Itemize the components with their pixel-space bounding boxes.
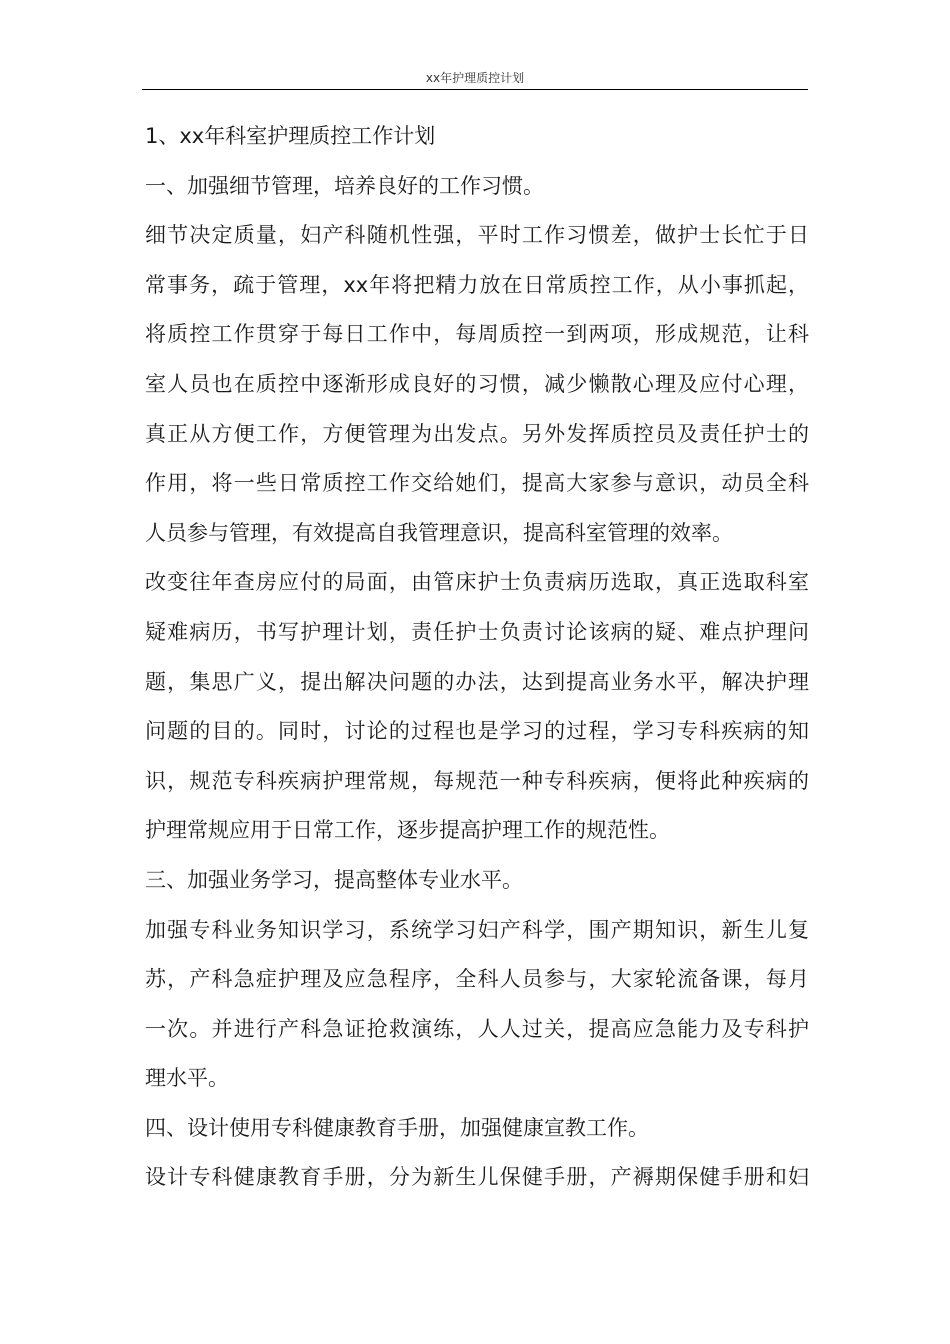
document-body <box>145 112 809 1203</box>
text-line: 三、加强业务学习，提高整体专业水平。 <box>145 867 523 892</box>
text-line: 识，规范专科疾病护理常规，每规范一种专科疾病，便将此种疾病的 <box>145 768 809 793</box>
text-line: 1、xx年科室护理质控工作计划 <box>145 124 436 148</box>
page-header <box>142 70 808 90</box>
text-line: 问题的目的。同时，讨论的过程也是学习的过程，学习专科疾病的知 <box>145 719 809 744</box>
text-line: 一次。并进行产科急证抢救演练，人人过关，提高应急能力及专科护 <box>145 1016 809 1041</box>
text-line: 设计专科健康教育手册，分为新生儿保健手册，产褥期保健手册和妇 <box>145 1165 809 1190</box>
text-line: 将质控工作贯穿于每日工作中，每周质控一到两项，形成规范，让科 <box>145 322 809 347</box>
text-line: 细节决定质量，妇产科随机性强，平时工作习惯差，做护士长忙于日 <box>145 223 809 248</box>
text-line: 改变往年查房应付的局面，由管床护士负责病历选取，真正选取科室 <box>145 570 809 595</box>
text-line: 苏，产科急症护理及应急程序，全科人员参与，大家轮流备课，每月 <box>145 967 809 992</box>
text-line: 题，集思广义，提出解决问题的办法，达到提高业务水平，解决护理 <box>145 669 809 694</box>
text-line: 疑难病历，书写护理计划，责任护士负责讨论该病的疑、难点护理问 <box>145 619 809 644</box>
text-line: 一、加强细节管理，培养良好的工作习惯。 <box>145 173 544 198</box>
text-line: 常事务，疏于管理，xx年将把精力放在日常质控工作，从小事抓起， <box>145 272 809 297</box>
text-line: 室人员也在质控中逐渐形成良好的习惯，减少懒散心理及应付心理， <box>145 371 809 396</box>
page-header-title: xx年护理质控计划 <box>425 71 525 85</box>
text-line: 加强专科业务知识学习，系统学习妇产科学，围产期知识，新生儿复 <box>145 917 809 942</box>
text-line: 四、设计使用专科健康教育手册，加强健康宣教工作。 <box>145 1115 649 1140</box>
text-line: 作用，将一些日常质控工作交给她们，提高大家参与意识，动员全科 <box>145 471 809 496</box>
text-line: 真正从方便工作，方便管理为出发点。另外发挥质控员及责任护士的 <box>145 421 809 446</box>
text-line: 理水平。 <box>145 1066 229 1091</box>
text-line: 人员参与管理，有效提高自我管理意识，提高科室管理的效率。 <box>145 520 733 545</box>
text-line: 护理常规应用于日常工作，逐步提高护理工作的规范性。 <box>145 818 670 843</box>
